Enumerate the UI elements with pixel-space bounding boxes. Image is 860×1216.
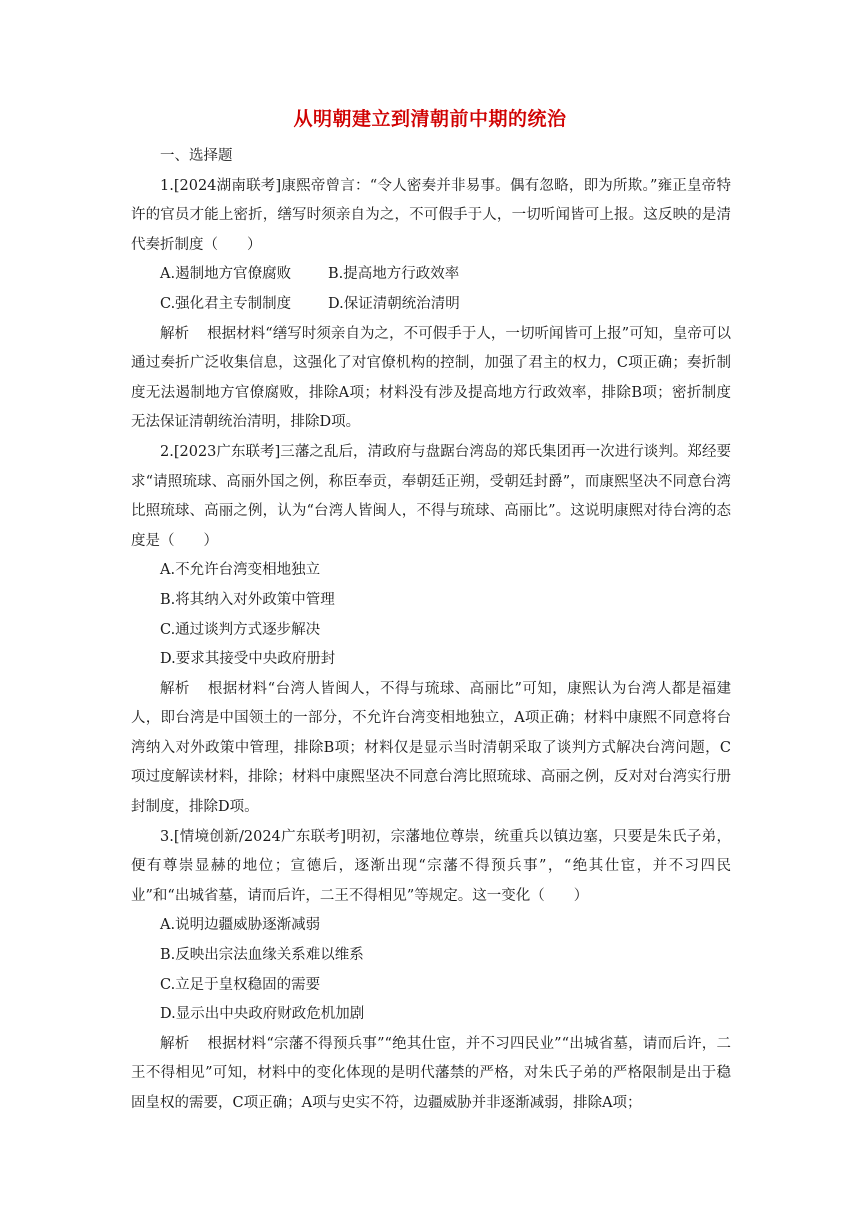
question-2-stem: 2.[2023广东联考]三藩之乱后，清政府与盘踞台湾岛的郑氏集团再一次进行谈判。郑经要求“请照琉球、高丽外国之例，称臣奉贡，奉朝廷正朔，受朝廷封爵”，而康熙坚决不同意台湾比照琉球、高丽之例，认为“台湾人皆闽人，不得与琉球、高丽比”。这说明康熙对待台湾的态度是（ ） (131, 443, 731, 549)
analysis-label: 解析 (160, 680, 190, 697)
question-3-option-b: B.反映出宗法血缘关系难以维系 (160, 947, 364, 964)
analysis-text: 根据材料“台湾人皆闽人，不得与琉球、高丽比”可知，康熙认为台湾人都是福建人，即台湾是中国领土的一部分，不允许台湾变相地独立，A项正确；材料中康熙不同意将台湾纳入对外政策中管理，排除B项；材料仅是显示当时清朝采取了谈判方式解决台湾问题，C项过度解读材料，排除；材料中康熙坚决不同意台湾比照琉球、高丽之例，反对对台湾实行册封制度，排除D项。 (131, 680, 731, 816)
question-3-option-a: A.说明边疆威胁逐渐减弱 (160, 917, 321, 934)
question-1-option-d: D.保证清朝统治清明 (328, 295, 460, 312)
question-3-option-d: D.显示出中央政府财政危机加剧 (160, 1006, 365, 1023)
question-1-option-c: C.强化君主专制制度 (160, 295, 292, 312)
question-1-options-row-2 (131, 290, 731, 320)
analysis-label: 解析 (160, 325, 190, 342)
analysis-text: 根据材料“缮写时须亲自为之，不可假手于人，一切听闻皆可上报”可知，皇帝可以通过奏折广泛收集信息，这强化了对官僚机构的控制，加强了君主的权力，C项正确；奏折制度无法遏制地方官僚腐败，排除A项；材料没有涉及提高地方行政效率，排除B项；密折制度无法保证清朝统治清明，排除D项。 (131, 325, 732, 431)
question-1-options-row-1 (131, 260, 731, 290)
question-2-option-c: C.通过谈判方式逐步解决 (160, 621, 321, 638)
analysis-text: 根据材料“宗藩不得预兵事”“绝其仕宦，并不习四民业”“出城省墓，请而后许，二王不得相见”可知，材料中的变化体现的是明代藩禁的严格，对朱氏子弟的严格限制是出于稳固皇权的需要，C项正确；A项与史实不符，边疆威胁并非逐渐减弱，排除A项； (131, 1035, 732, 1111)
question-3-option-c: C.立足于皇权稳固的需要 (160, 976, 321, 993)
question-3-stem: 3.[情境创新/2024广东联考]明初，宗藩地位尊崇，统重兵以镇边塞，只要是朱氏子弟，便有尊崇显赫的地位；宣德后，逐渐出现“宗藩不得预兵事”，“绝其仕宦，并不习四民业”和“出城省墓，请而后许，二王不得相见”等规定。这一变化（ ） (131, 828, 731, 904)
question-3-analysis (131, 1030, 731, 1119)
section-heading: 一、选择题 (160, 148, 233, 164)
question-1-stem: 1.[2024湖南联考]康熙帝曾言：“令人密奏并非易事。偶有忽略，即为所欺。”雍正皇帝特许的官员才能上密折，缮写时须亲自为之，不可假手于人，一切听闻皆可上报。这反映的是清代奏折制度（ ） (131, 177, 731, 253)
question-1-option-a: A.遏制地方官僚腐败 (160, 266, 292, 283)
question-2-analysis (131, 675, 731, 823)
question-1-option-b: B.提高地方行政效率 (328, 266, 460, 283)
page-title: 从明朝建立到清朝前中期的统治 (293, 108, 567, 130)
question-2-option-d: D.要求其接受中央政府册封 (160, 651, 336, 668)
question-2-option-a: A.不允许台湾变相地独立 (160, 562, 321, 579)
analysis-label: 解析 (160, 1035, 190, 1052)
question-1-analysis (131, 320, 731, 438)
document-body (131, 142, 731, 1119)
question-2-option-b: B.将其纳入对外政策中管理 (160, 591, 335, 608)
